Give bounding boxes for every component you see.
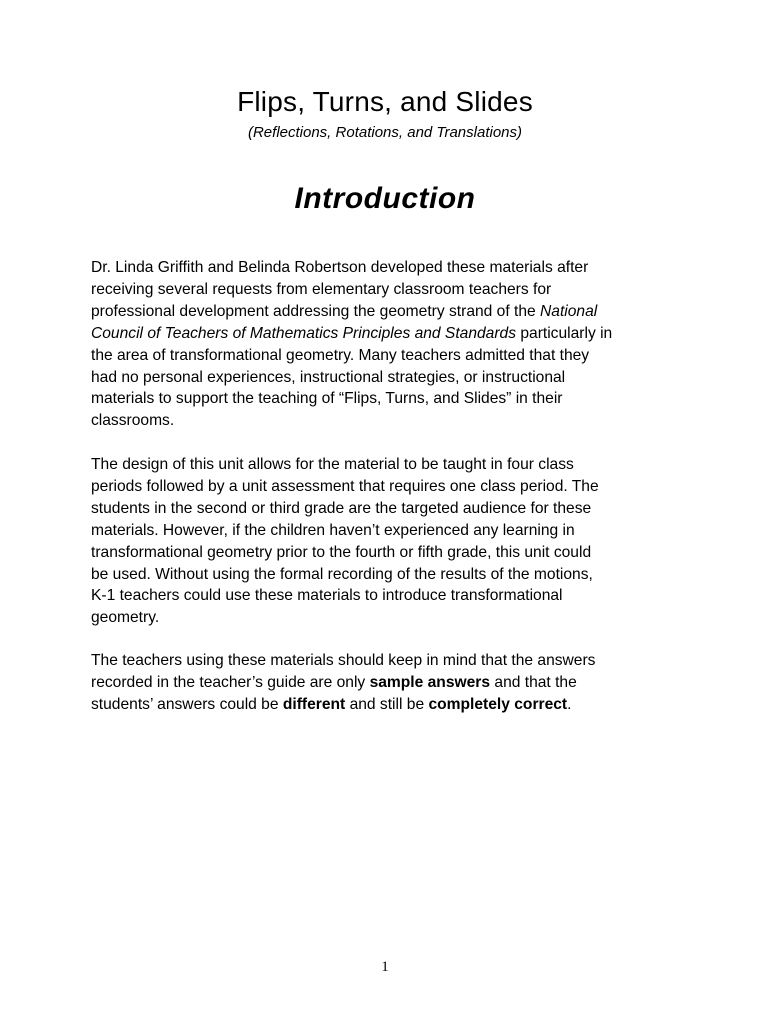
page-number: 1	[381, 959, 389, 975]
text-run: students’ answers could be	[91, 695, 283, 713]
paragraph-1-line: the area of transformational geometry. Many teachers admitted that they	[91, 346, 590, 364]
paragraph-2-line: The design of this unit allows for the material to be taught in four class	[91, 456, 574, 473]
paragraph-2-line: K-1 teachers could use these materials to introduce transformational	[91, 587, 563, 605]
paragraph-2-line: students in the second or third grade are the targeted audience for these	[91, 499, 592, 517]
bold-text-run: different	[282, 695, 346, 713]
paragraph-3	[91, 650, 681, 716]
document-subtitle: (Reflections, Rotations, and Translations)	[247, 124, 522, 141]
bold-text-run: sample answers	[369, 673, 491, 691]
text-run: and that the	[490, 673, 577, 691]
paragraph-1-line: had no personal experiences, instructional strategies, or instructional	[91, 368, 566, 386]
text-run: recorded in the teacher’s guide are only	[91, 673, 370, 691]
text-run: professional development addressing the geometry strand of the	[91, 302, 541, 320]
paragraph-1-line	[91, 323, 681, 345]
italic-text-run: National	[540, 302, 598, 320]
paragraph-2-line: materials. However, if the children haven’t experienced any learning in	[91, 521, 575, 539]
paragraph-2-line: transformational geometry prior to the fourth or fifth grade, this unit could	[91, 543, 592, 561]
paragraph-2	[91, 454, 681, 629]
italic-text-run: Council of Teachers of Mathematics Principles and Standards	[91, 324, 517, 342]
paragraph-3-line: The teachers using these materials should keep in mind that the answers	[91, 652, 596, 669]
paragraph-3-line	[91, 694, 681, 716]
bold-text-run: completely correct	[428, 695, 568, 713]
text-run: and still be	[345, 695, 429, 713]
paragraph-2-line: geometry.	[91, 609, 160, 627]
section-heading: Introduction	[294, 182, 476, 215]
paragraph-1-line: materials to support the teaching of “Flips, Turns, and Slides” in their	[91, 390, 563, 408]
text-run: .	[567, 695, 572, 713]
paragraph-1	[91, 257, 681, 432]
paragraph-2-line: periods followed by a unit assessment that requires one class period. The	[91, 477, 599, 495]
paragraph-3-line	[91, 672, 681, 694]
text-run: particularly in	[516, 324, 613, 342]
paragraph-1-line: receiving several requests from elementary classroom teachers for	[91, 280, 552, 298]
paragraph-1-line: Dr. Linda Griffith and Belinda Robertson developed these materials after	[91, 259, 589, 276]
paragraph-2-line: be used. Without using the formal recording of the results of the motions,	[91, 565, 593, 583]
paragraph-1-line	[91, 301, 681, 323]
document-title: Flips, Turns, and Slides	[237, 86, 533, 117]
paragraph-1-line: classrooms.	[91, 412, 175, 430]
